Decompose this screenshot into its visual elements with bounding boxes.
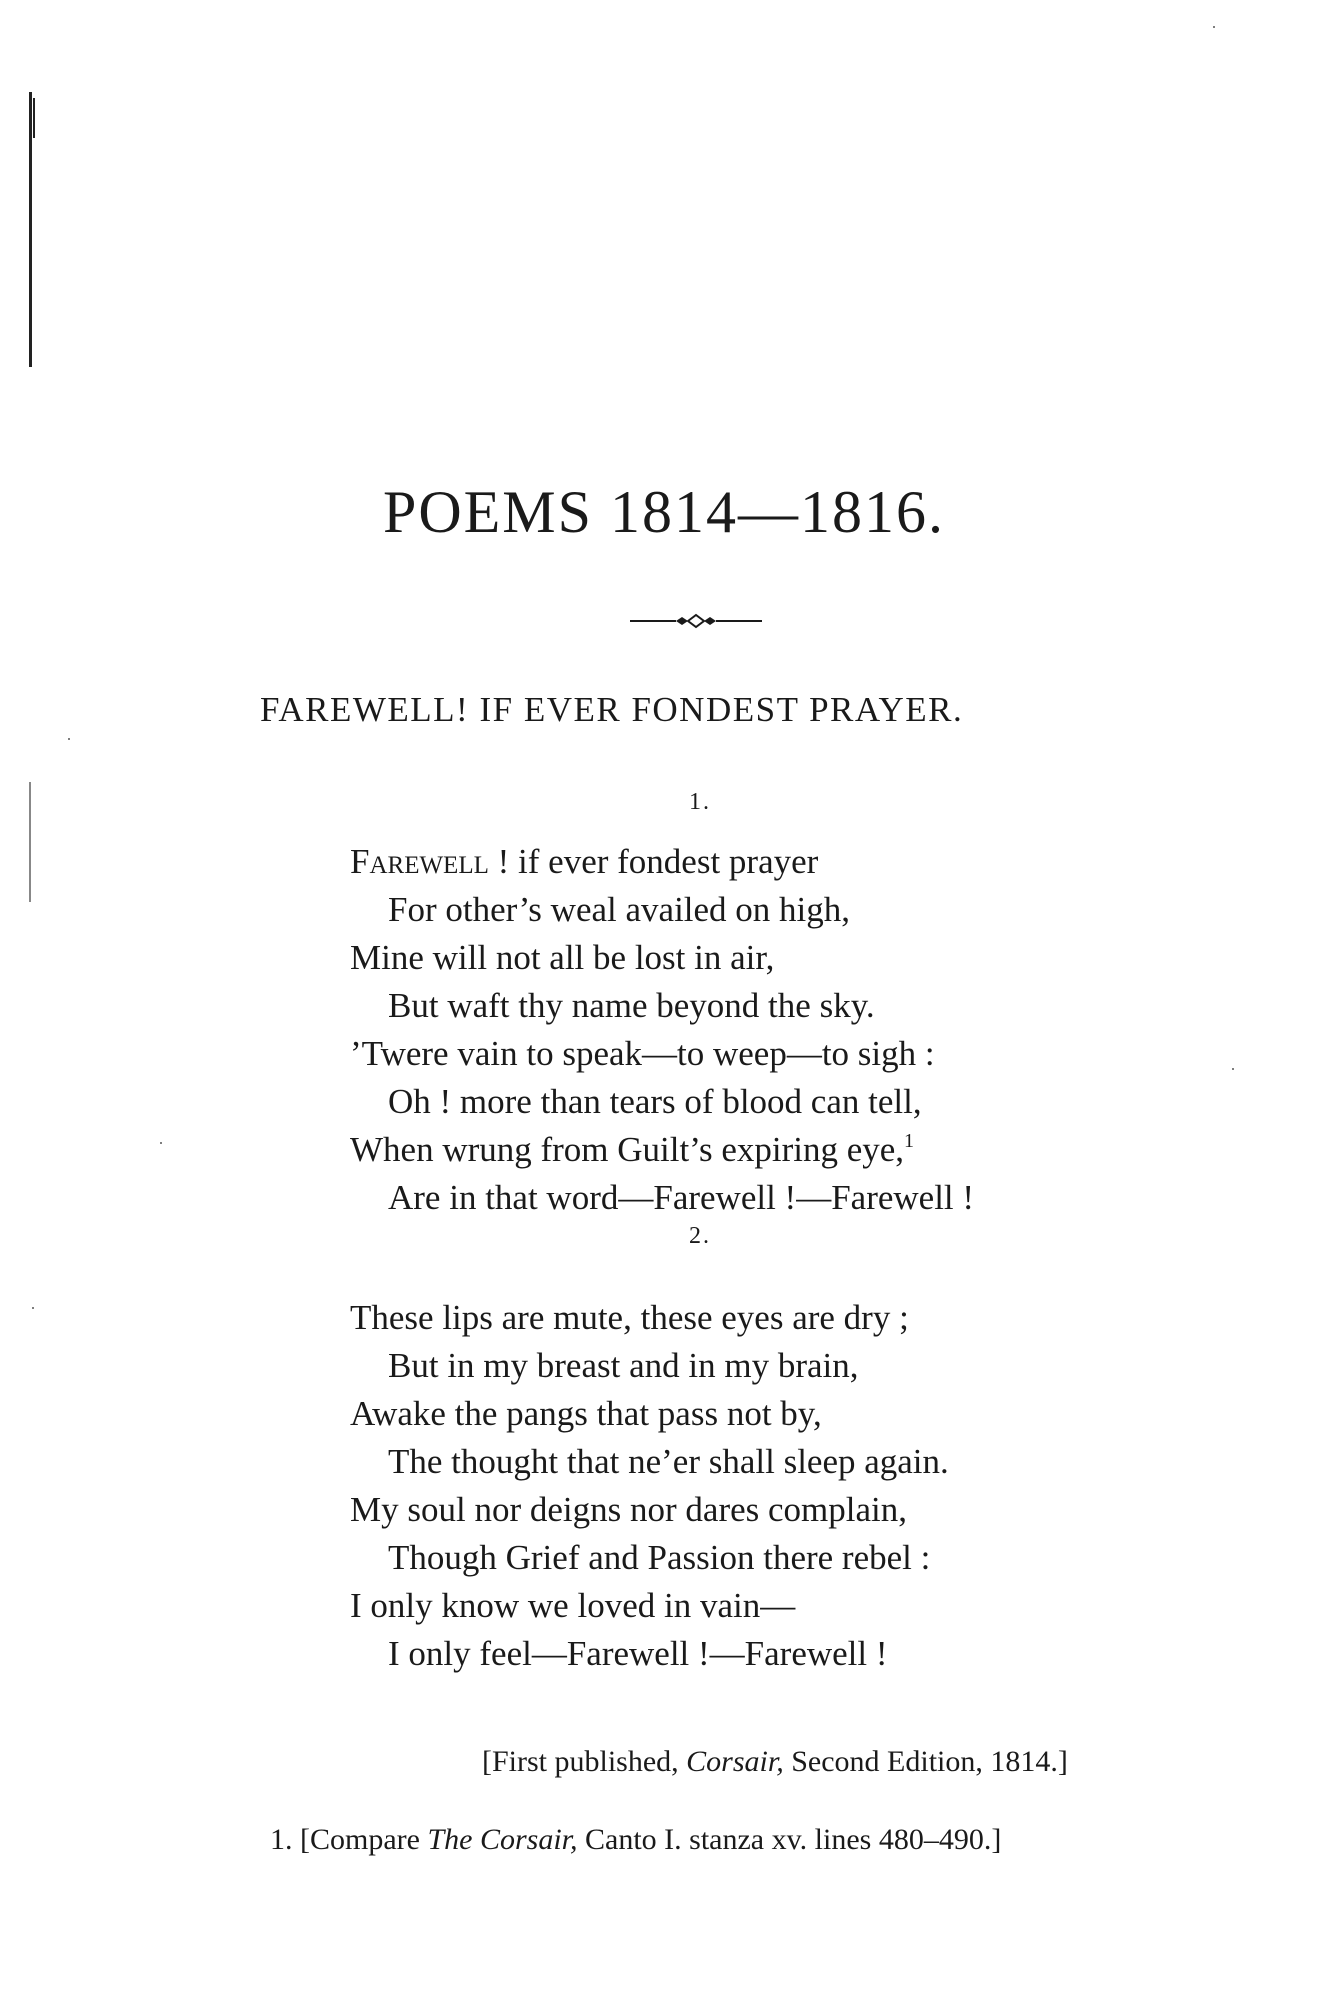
stanza-number: 2. [689,1223,711,1249]
verse-line: For other’s weal availed on high, [388,890,851,929]
verse-line: Oh ! more than tears of blood can tell, [388,1082,922,1121]
section-title: POEMS 1814—1816. [382,479,946,545]
verse-line [350,1126,1150,1174]
stanza-number: 1. [689,789,711,815]
verse-line: Mine will not all be lost in air, [350,938,775,977]
footnote-number: 1. [270,1823,293,1856]
scan-artifact-dot [68,738,70,740]
verse-line: The thought that ne’er shall sleep again. [388,1442,949,1481]
publication-note-suffix: Second Edition, 1814.] [783,1745,1068,1778]
verse-line: Though Grief and Passion there rebel : [388,1538,931,1577]
verse-line: I only know we loved in vain— [350,1586,796,1625]
verse-line: Awake the pangs that pass not by, [350,1394,822,1433]
footnote-work: The Corsair, [427,1823,578,1856]
verse-line: But waft thy name beyond the sky. [388,986,875,1025]
verse-line: These lips are mute, these eyes are dry ; [350,1298,909,1337]
stanza [350,838,1150,1222]
scan-artifact-mark [33,98,35,138]
verse-line: Are in that word—Farewell !—Farewell ! [388,1178,975,1217]
scan-artifact-dot [160,1142,162,1144]
verse-line: My soul nor deigns nor dares complain, [350,1490,907,1529]
ornament-divider [630,612,762,630]
publication-note [482,1747,1202,1777]
verse-line-text: ! if ever fondest prayer [497,842,819,881]
verse-line: I only feel—Farewell !—Farewell ! [388,1634,888,1673]
stanza [350,1294,1150,1678]
footnote [270,1825,1170,1855]
verse-line: But in my breast and in my brain, [388,1346,859,1385]
verse-opening-word: Farewell [350,842,489,881]
poem-title: FAREWELL! IF EVER FONDEST PRAYER. [260,690,964,729]
scan-artifact-mark [29,92,32,367]
verse-line [350,838,1150,886]
footnote-marker: 1 [904,1130,915,1152]
publication-note-prefix: [First published, [482,1745,687,1778]
scan-artifact-dot [1213,26,1215,28]
scan-artifact-dot [32,1307,34,1309]
publication-note-work: Corsair, [686,1745,784,1778]
footnote-prefix: [Compare [300,1823,428,1856]
footnote-suffix: Canto I. stanza xv. lines 480–490.] [577,1823,1002,1856]
verse-line: ’Twere vain to speak—to weep—to sigh : [350,1034,935,1073]
verse-line-text: When wrung from Guilt’s expiring eye, [350,1130,905,1169]
scan-artifact-dot [1232,1068,1234,1070]
